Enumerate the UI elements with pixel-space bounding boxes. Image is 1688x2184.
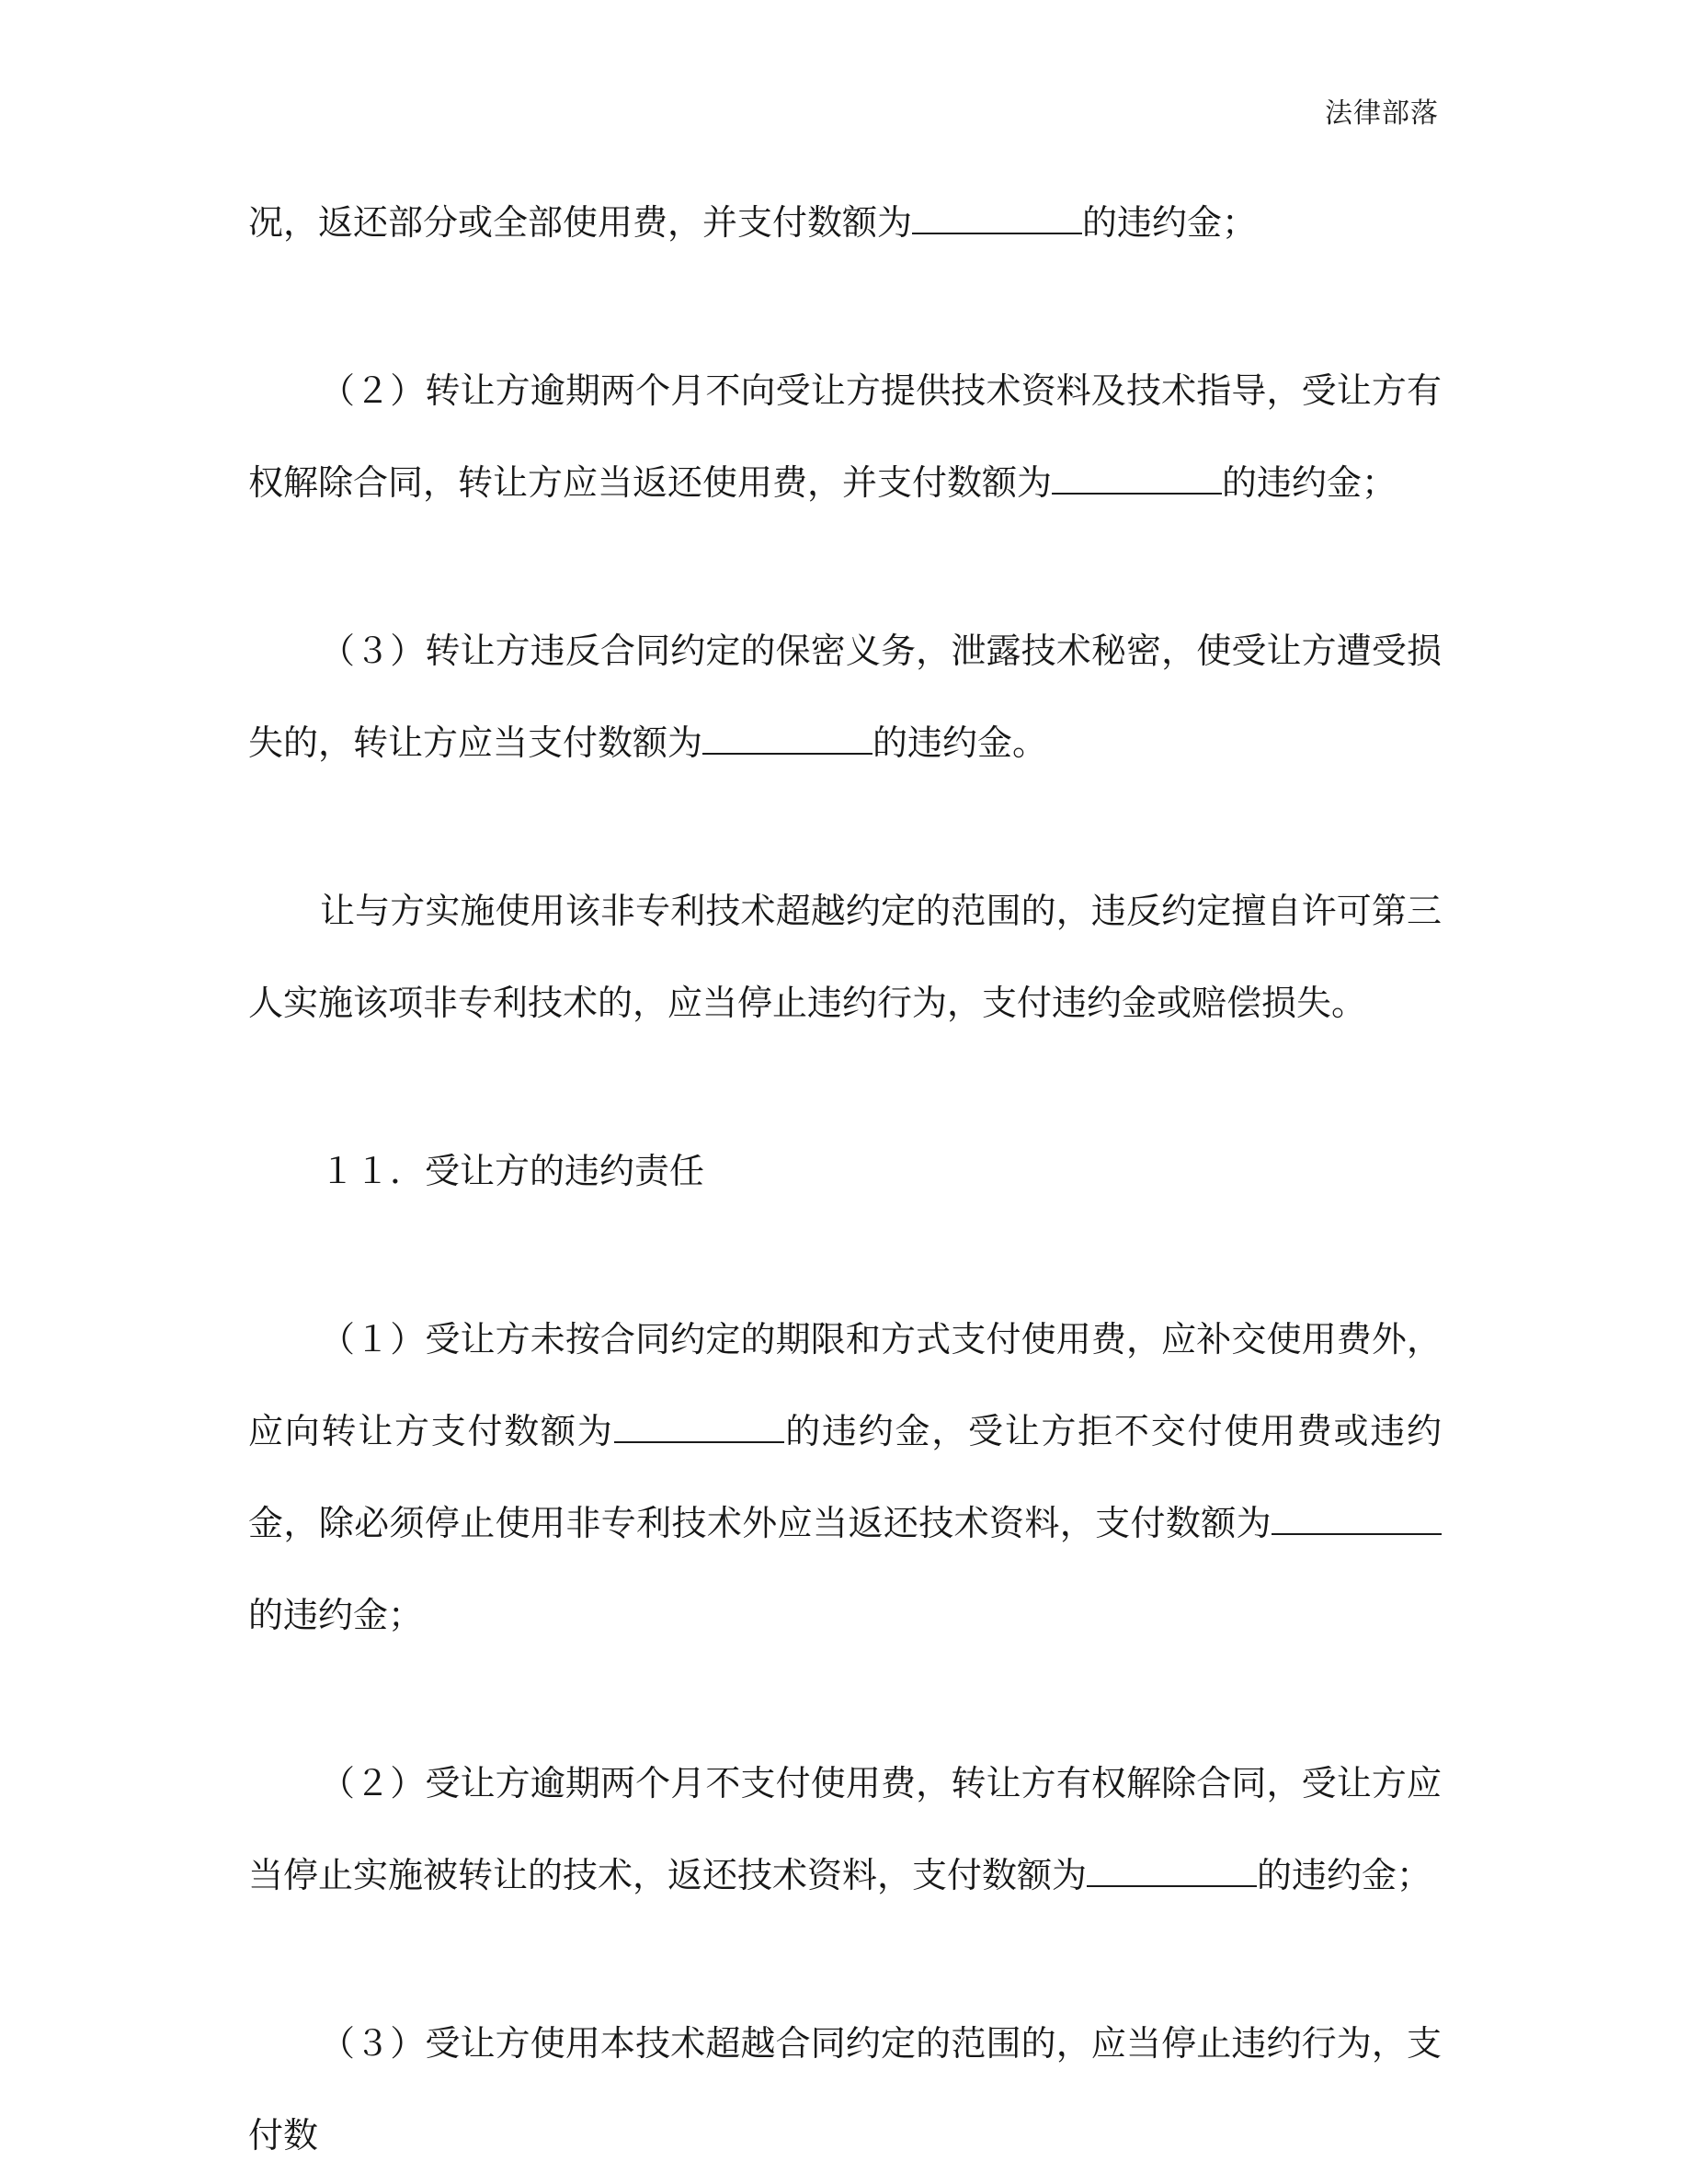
paragraph-text: （３）受让方使用本技术超越合同约定的范围的，应当停止违约行为，支付数	[248, 2025, 1442, 2156]
paragraph	[248, 866, 1442, 1050]
document-body	[248, 177, 1442, 2182]
paragraph-text: （２）受让方逾期两个月不支付使用费，转让方有权解除合同，受让方应当停止实施被转让的技术，返还技术资料，支付数额为	[248, 1765, 1442, 1895]
blank-underline	[1052, 491, 1222, 495]
page-header-watermark: 法律部落	[1325, 98, 1439, 129]
paragraph-text: 的违约金。	[873, 724, 1048, 763]
paragraph-text: １１．受让方的违约责任	[320, 1153, 705, 1191]
paragraph-text: （３）转让方违反合同约定的保密义务，泄露技术秘密，使受让方遭受损失的，转让方应当支付数额为	[248, 632, 1442, 763]
paragraph-text: 况，返还部分或全部使用费，并支付数额为	[248, 204, 913, 243]
blank-underline	[702, 751, 873, 755]
blank-underline	[1087, 1883, 1257, 1887]
paragraph	[248, 1738, 1442, 1922]
paragraph	[248, 1998, 1442, 2182]
blank-underline	[614, 1439, 784, 1443]
paragraph	[248, 346, 1442, 529]
paragraph-text: （２）转让方逾期两个月不向受让方提供技术资料及技术指导，受让方有权解除合同，转让方应当返还使用费，并支付数额为	[248, 372, 1442, 503]
paragraph	[248, 177, 1442, 269]
paragraph	[248, 1294, 1442, 1662]
paragraph-text: 让与方实施使用该非专利技术超越约定的范围的，违反约定擅自许可第三人实施该项非专利技术的，应当停止违约行为，支付违约金或赔偿损失。	[248, 893, 1442, 1023]
blank-underline	[912, 231, 1082, 234]
paragraph-text: 的违约金；	[1257, 1857, 1432, 1895]
blank-underline	[1272, 1531, 1442, 1535]
paragraph-text: 的违约金；	[248, 1597, 424, 1635]
paragraph-text: 的违约金；	[1222, 464, 1397, 503]
paragraph	[248, 1126, 1442, 1218]
paragraph-text: （１）受让方未按合同约定的期限和方式支付使用费，应补交使用费外，应向转让方支付数额为	[248, 1321, 1442, 1451]
paragraph-text: 的违约金，受让方拒不交付使用费或违约金，除必须停止使用非专利技术外应当返还技术资料，支付数额为	[248, 1413, 1442, 1543]
paragraph-text: 的违约金；	[1082, 204, 1258, 243]
paragraph	[248, 606, 1442, 790]
